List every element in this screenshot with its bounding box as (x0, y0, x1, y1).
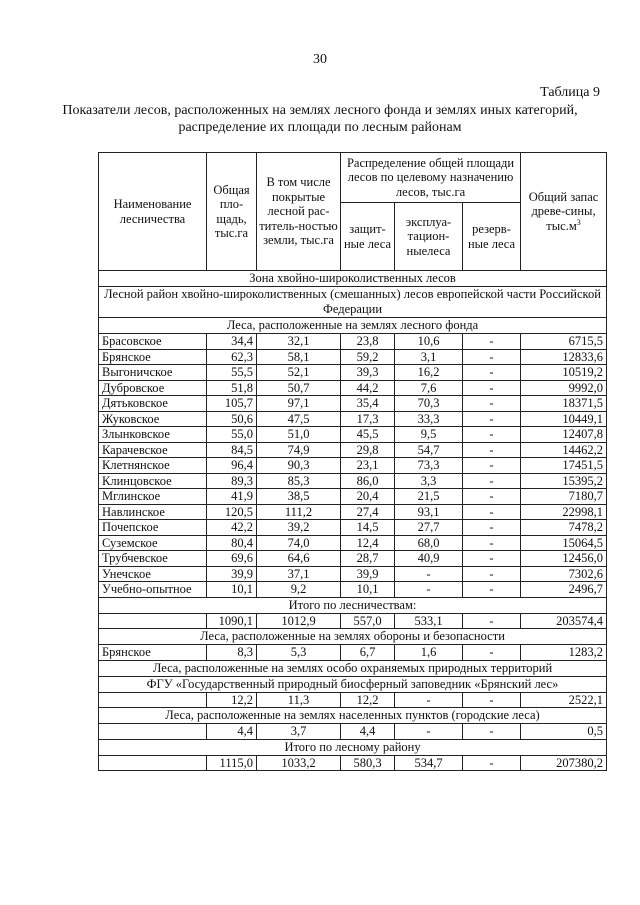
cell-stock: 10449,1 (521, 411, 607, 427)
table-row (99, 365, 607, 381)
header-stock: Общий запас древе-сины, $тыс.м^3$ (521, 153, 607, 271)
cell-name: Брасовское (99, 334, 207, 350)
protected-reserve: - (463, 692, 521, 708)
table-row (99, 504, 607, 520)
cell-exploitable: 93,1 (395, 504, 463, 520)
cell-total: 84,5 (207, 442, 257, 458)
cell-name: Навлинское (99, 504, 207, 520)
cell-name: Унечское (99, 566, 207, 582)
grand-total-title: Итого по лесному району (99, 739, 607, 755)
cell-protective: 12,4 (341, 535, 395, 551)
subtotal-stock: 203574,4 (521, 613, 607, 629)
cell-stock: 10519,2 (521, 365, 607, 381)
cell-exploitable: 27,7 (395, 520, 463, 536)
subtotal-reserve: - (463, 613, 521, 629)
cell-protective: 44,2 (341, 380, 395, 396)
cell-stock: 6715,5 (521, 334, 607, 350)
cell-exploitable: 33,3 (395, 411, 463, 427)
section-protected: Леса, расположенные на землях особо охраняемых природных территорий (99, 660, 607, 676)
cell-reserve: - (463, 442, 521, 458)
cell-stock: 12456,0 (521, 551, 607, 567)
cell-covered: 64,6 (257, 551, 341, 567)
cell-total: 10,1 (207, 582, 257, 598)
grand-total: 1115,0 (207, 755, 257, 771)
cell-reserve: - (463, 551, 521, 567)
cell-stock: 17451,5 (521, 458, 607, 474)
urban-covered: 3,7 (257, 724, 341, 740)
cell-reserve: - (463, 396, 521, 412)
cell-name: Учебно-опытное (99, 582, 207, 598)
table-label: Таблица 9 (540, 85, 600, 100)
table-row (99, 489, 607, 505)
section-forest-fund: Леса, расположенные на землях лесного фонда (99, 318, 607, 334)
cell-total: 69,6 (207, 551, 257, 567)
table-row (99, 551, 607, 567)
section-defense: Леса, расположенные на землях обороны и безопасности (99, 629, 607, 645)
cell-covered: 90,3 (257, 458, 341, 474)
cell-stock: 18371,5 (521, 396, 607, 412)
urban-total: 4,4 (207, 724, 257, 740)
cell-protective: 45,5 (341, 427, 395, 443)
cell-name: Клинцовское (99, 473, 207, 489)
grand-exploitable: 534,7 (395, 755, 463, 771)
header-protective: защит-ные леса (341, 203, 395, 271)
cell-reserve: - (463, 334, 521, 350)
cell-exploitable: - (395, 566, 463, 582)
cell-covered: 38,5 (257, 489, 341, 505)
cell-stock: 7478,2 (521, 520, 607, 536)
cell-covered: 47,5 (257, 411, 341, 427)
cell-name: Дятьковское (99, 396, 207, 412)
cell-total: 96,4 (207, 458, 257, 474)
cell-name: Злынковское (99, 427, 207, 443)
cell-covered: 9,2 (257, 582, 341, 598)
cell-name: Почепское (99, 520, 207, 536)
protected-stock: 2522,1 (521, 692, 607, 708)
header-distribution: Распределение общей площади лесов по целевому назначению лесов, тыс.га (341, 153, 521, 203)
cell-covered: 74,0 (257, 535, 341, 551)
cell-total: 55,0 (207, 427, 257, 443)
cell-covered: 58,1 (257, 349, 341, 365)
subtotal-total: 1090,1 (207, 613, 257, 629)
table-row (99, 396, 607, 412)
page-number: 30 (313, 52, 327, 67)
subtotal-covered: 1012,9 (257, 613, 341, 629)
cell-exploitable: 9,5 (395, 427, 463, 443)
cell-name: Жуковское (99, 411, 207, 427)
cell-name: Карачевское (99, 442, 207, 458)
subtotal-protective: 557,0 (341, 613, 395, 629)
table-row (99, 458, 607, 474)
header-reserve: резерв-ные леса (463, 203, 521, 271)
cell-protective: 23,8 (341, 334, 395, 350)
header-exploitable: эксплуа-тацион-ныелеса (395, 203, 463, 271)
table-row (99, 411, 607, 427)
cell-total: 89,3 (207, 473, 257, 489)
cell-exploitable: 10,6 (395, 334, 463, 350)
forest-table (98, 152, 607, 771)
cell-reserve: - (463, 489, 521, 505)
protected-row (99, 692, 607, 708)
cell-stock: 22998,1 (521, 504, 607, 520)
cell-name: Дубровское (99, 380, 207, 396)
cell-reserve: - (463, 520, 521, 536)
grand-covered: 1033,2 (257, 755, 341, 771)
cell-exploitable: - (395, 582, 463, 598)
cell-reserve: - (463, 504, 521, 520)
cell-covered: 32,1 (257, 334, 341, 350)
cell-exploitable: 40,9 (395, 551, 463, 567)
defense-protective: 6,7 (341, 645, 395, 661)
cell-reserve: - (463, 349, 521, 365)
protected-total: 12,2 (207, 692, 257, 708)
cell-total: 120,5 (207, 504, 257, 520)
subtotal-row (99, 613, 607, 629)
cell-stock: 7302,6 (521, 566, 607, 582)
cell-exploitable: 68,0 (395, 535, 463, 551)
cell-protective: 29,8 (341, 442, 395, 458)
cell-name: Мглинское (99, 489, 207, 505)
cell-covered: 39,2 (257, 520, 341, 536)
defense-row (99, 645, 607, 661)
table-row (99, 334, 607, 350)
grand-stock: 207380,2 (521, 755, 607, 771)
cell-reserve: - (463, 582, 521, 598)
urban-protective: 4,4 (341, 724, 395, 740)
cell-name: Суземское (99, 535, 207, 551)
subtotal-exploitable: 533,1 (395, 613, 463, 629)
cell-stock: 15064,5 (521, 535, 607, 551)
urban-exploitable: - (395, 724, 463, 740)
table-row (99, 380, 607, 396)
cell-stock: 15395,2 (521, 473, 607, 489)
cell-exploitable: 7,6 (395, 380, 463, 396)
defense-reserve: - (463, 645, 521, 661)
header-total: Общая пло-щадь, тыс.га (207, 153, 257, 271)
defense-covered: 5,3 (257, 645, 341, 661)
urban-reserve: - (463, 724, 521, 740)
cell-reserve: - (463, 535, 521, 551)
cell-protective: 14,5 (341, 520, 395, 536)
cell-stock: 2496,7 (521, 582, 607, 598)
defense-exploitable: 1,6 (395, 645, 463, 661)
cell-protective: 86,0 (341, 473, 395, 489)
cell-exploitable: 70,3 (395, 396, 463, 412)
cell-covered: 97,1 (257, 396, 341, 412)
cell-exploitable: 54,7 (395, 442, 463, 458)
cell-protective: 39,9 (341, 566, 395, 582)
region-title: Лесной район хвойно-широколиственных (смешанных) лесов европейской части Российской Федерации (99, 287, 607, 318)
cell-exploitable: 21,5 (395, 489, 463, 505)
protected-org: ФГУ «Государственный природный биосферный заповедник «Брянский лес» (99, 676, 607, 692)
table-row (99, 566, 607, 582)
cell-exploitable: 16,2 (395, 365, 463, 381)
cell-total: 80,4 (207, 535, 257, 551)
defense-name: Брянское (99, 645, 207, 661)
header-covered: В том числе покрытые лесной рас-титель-ностью земли, тыс.га (257, 153, 341, 271)
cell-covered: 51,0 (257, 427, 341, 443)
urban-stock: 0,5 (521, 724, 607, 740)
table-row (99, 535, 607, 551)
cell-stock: 7180,7 (521, 489, 607, 505)
cell-total: 55,5 (207, 365, 257, 381)
grand-total-row (99, 755, 607, 771)
cell-name: Клетнянское (99, 458, 207, 474)
cell-total: 42,2 (207, 520, 257, 536)
cell-protective: 27,4 (341, 504, 395, 520)
cell-stock: 9992,0 (521, 380, 607, 396)
table-title: Показатели лесов, расположенных на землях лесного фонда и землях иных категорий, распределение их площади по лесным районам (62, 103, 578, 135)
zone-title: Зона хвойно-широколиственных лесов (99, 271, 607, 287)
cell-reserve: - (463, 365, 521, 381)
cell-covered: 85,3 (257, 473, 341, 489)
cell-stock: 12407,8 (521, 427, 607, 443)
cell-protective: 10,1 (341, 582, 395, 598)
cell-total: 62,3 (207, 349, 257, 365)
protected-covered: 11,3 (257, 692, 341, 708)
cell-protective: 20,4 (341, 489, 395, 505)
cell-total: 39,9 (207, 566, 257, 582)
section-urban: Леса, расположенные на землях населенных пунктов (городские леса) (99, 708, 607, 724)
cell-covered: 37,1 (257, 566, 341, 582)
cell-name: Выгоничское (99, 365, 207, 381)
table-row (99, 582, 607, 598)
defense-stock: 1283,2 (521, 645, 607, 661)
cell-protective: 35,4 (341, 396, 395, 412)
cell-reserve: - (463, 427, 521, 443)
cell-protective: 23,1 (341, 458, 395, 474)
cell-reserve: - (463, 380, 521, 396)
cell-protective: 39,3 (341, 365, 395, 381)
grand-reserve: - (463, 755, 521, 771)
cell-reserve: - (463, 473, 521, 489)
table-header (99, 153, 607, 271)
subtotal-title: Итого по лесничествам: (99, 597, 607, 613)
table-row (99, 473, 607, 489)
table-row (99, 349, 607, 365)
cell-covered: 74,9 (257, 442, 341, 458)
defense-total: 8,3 (207, 645, 257, 661)
cell-reserve: - (463, 411, 521, 427)
cell-total: 41,9 (207, 489, 257, 505)
cell-stock: 14462,2 (521, 442, 607, 458)
cell-exploitable: 73,3 (395, 458, 463, 474)
cell-exploitable: 3,3 (395, 473, 463, 489)
table-row (99, 520, 607, 536)
cell-total: 50,6 (207, 411, 257, 427)
protected-exploitable: - (395, 692, 463, 708)
cell-reserve: - (463, 566, 521, 582)
cell-exploitable: 3,1 (395, 349, 463, 365)
table-row (99, 442, 607, 458)
grand-protective: 580,3 (341, 755, 395, 771)
cell-protective: 59,2 (341, 349, 395, 365)
cell-total: 34,4 (207, 334, 257, 350)
cell-name: Брянское (99, 349, 207, 365)
cell-name: Трубчевское (99, 551, 207, 567)
cell-covered: 111,2 (257, 504, 341, 520)
table-row (99, 427, 607, 443)
cell-stock: 12833,6 (521, 349, 607, 365)
protected-protective: 12,2 (341, 692, 395, 708)
cell-protective: 28,7 (341, 551, 395, 567)
cell-total: 51,8 (207, 380, 257, 396)
cell-total: 105,7 (207, 396, 257, 412)
cell-covered: 52,1 (257, 365, 341, 381)
cell-reserve: - (463, 458, 521, 474)
cell-protective: 17,3 (341, 411, 395, 427)
urban-row (99, 724, 607, 740)
cell-covered: 50,7 (257, 380, 341, 396)
header-name: Наименование лесничества (99, 153, 207, 271)
